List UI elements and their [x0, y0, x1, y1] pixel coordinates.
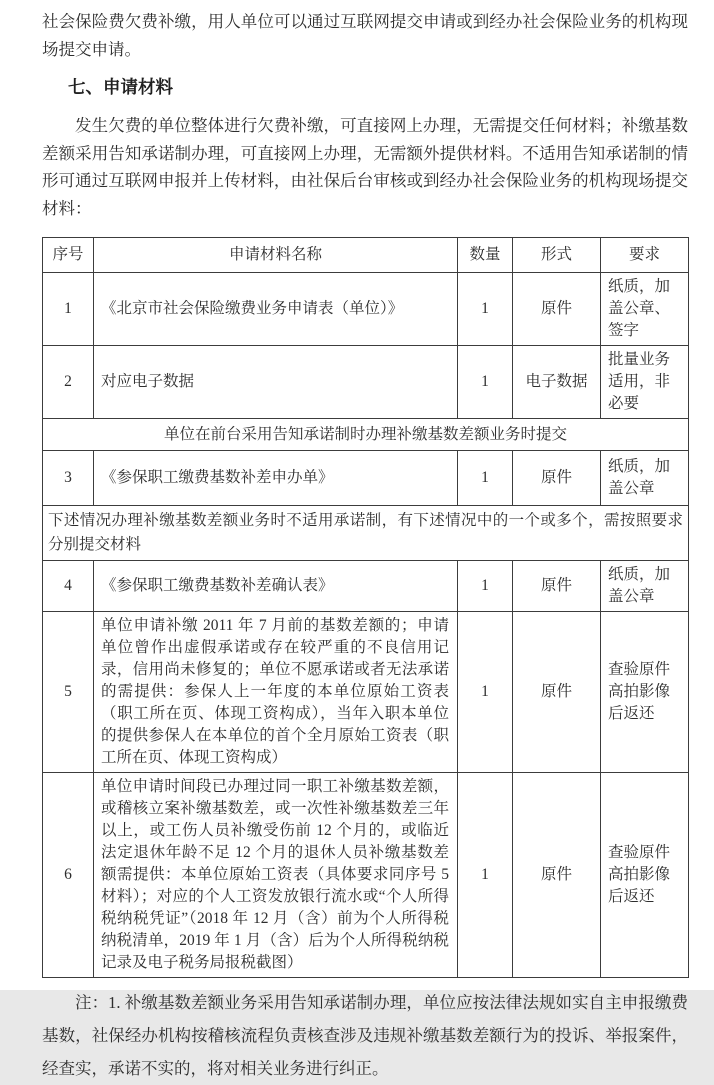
- table-body: [43, 273, 689, 978]
- quantity-cell: 1: [458, 346, 513, 419]
- requirement-cell: 批量业务适用，非必要: [601, 346, 689, 419]
- quantity-cell: 1: [458, 451, 513, 506]
- materials-table-header: [43, 238, 689, 273]
- section-cell: 下述情况办理补缴基数差额业务时不适用承诺制，有下述情况中的一个或多个，需按照要求分别提交材料: [43, 506, 689, 561]
- seq-cell: 3: [43, 451, 94, 506]
- form-cell: 原件: [513, 451, 601, 506]
- requirement-cell: 纸质，加盖公章、签字: [601, 273, 689, 346]
- note-paragraph: 注：1. 补缴基数差额业务采用告知承诺制办理，单位应按法律法规如实自主申报缴费基数，社保经办机构按稽核流程负责核查涉及违规补缴基数差额行为的投诉、举报案件，经查实，承诺不实的，将对相关业务进行纠正。: [42, 993, 688, 1078]
- material-row: [43, 346, 689, 419]
- header-form: 形式: [513, 238, 601, 273]
- requirement-cell: 纸质，加盖公章: [601, 561, 689, 612]
- material-name-cell: 《北京市社会保险缴费业务申请表（单位）》: [94, 273, 458, 346]
- material-row: [43, 273, 689, 346]
- form-cell: 原件: [513, 561, 601, 612]
- section-row: [43, 419, 689, 451]
- header-requirement: 要求: [601, 238, 689, 273]
- header-quantity: 数量: [458, 238, 513, 273]
- material-row: [43, 612, 689, 773]
- seq-cell: 5: [43, 612, 94, 773]
- form-cell: 原件: [513, 773, 601, 978]
- material-name-cell: 对应电子数据: [94, 346, 458, 419]
- section-heading: 七、申请材料: [68, 77, 173, 97]
- material-name-cell: 单位申请补缴 2011 年 7 月前的基数差额的；申请单位曾作出虚假承诺或存在较严重的不良信用记录，信用尚未修复的；单位不愿承诺或者无法承诺的需提供：参保人上一年度的本单位原始工资表（职工所在页、体现工资构成），当年入职本单位的提供参保人在本单位的首个全月原始工资表（职工所在页、体现工资构成）: [94, 612, 458, 773]
- section-cell: 单位在前台采用告知承诺制时办理补缴基数差额业务时提交: [43, 419, 689, 451]
- quantity-cell: 1: [458, 273, 513, 346]
- requirement-cell: 查验原件高拍影像后返还: [601, 612, 689, 773]
- intro-paragraph: 社会保险费欠费补缴，用人单位可以通过互联网提交申请或到经办社会保险业务的机构现场提交申请。: [42, 12, 688, 59]
- material-name-cell: 《参保职工缴费基数补差确认表》: [94, 561, 458, 612]
- material-row: [43, 773, 689, 978]
- section-intro-paragraph: 发生欠费的单位整体进行欠费补缴，可直接网上办理，无需提交任何材料；补缴基数差额采用告知承诺制办理，可直接网上办理，无需额外提供材料。不适用告知承诺制的情形可通过互联网申报并上传材料，由社保后台审核或到经办社会保险业务的机构现场提交材料：: [42, 116, 688, 218]
- seq-cell: 2: [43, 346, 94, 419]
- materials-table: [42, 237, 689, 978]
- seq-cell: 6: [43, 773, 94, 978]
- form-cell: 原件: [513, 273, 601, 346]
- quantity-cell: 1: [458, 561, 513, 612]
- requirement-cell: 纸质，加盖公章: [601, 451, 689, 506]
- header-material-name: 申请材料名称: [94, 238, 458, 273]
- material-name-cell: 单位申请时间段已办理过同一职工补缴基数差额，或稽核立案补缴基数差，或一次性补缴基数差三年以上，或工伤人员补缴受伤前 12 个月的，或临近法定退休年龄不足 12 个月的退休人员补缴基数差额需提供：本单位原始工资表（具体要求同序号 5 材料）；对应的个人工资发放银行流水或“个人所得税纳税凭证”（2018 年 12 月（含）前为个人所得税纳税清单，2019 年 1 月（含）后为个人所得税纳税记录及电子税务局报税截图）: [94, 773, 458, 978]
- requirement-cell: 查验原件高拍影像后返还: [601, 773, 689, 978]
- material-row: [43, 451, 689, 506]
- header-seq: 序号: [43, 238, 94, 273]
- form-cell: 原件: [513, 612, 601, 773]
- quantity-cell: 1: [458, 612, 513, 773]
- seq-cell: 1: [43, 273, 94, 346]
- material-name-cell: 《参保职工缴费基数补差申办单》: [94, 451, 458, 506]
- material-row: [43, 561, 689, 612]
- seq-cell: 4: [43, 561, 94, 612]
- header-row: [43, 238, 689, 273]
- section-row: [43, 506, 689, 561]
- quantity-cell: 1: [458, 773, 513, 978]
- form-cell: 电子数据: [513, 346, 601, 419]
